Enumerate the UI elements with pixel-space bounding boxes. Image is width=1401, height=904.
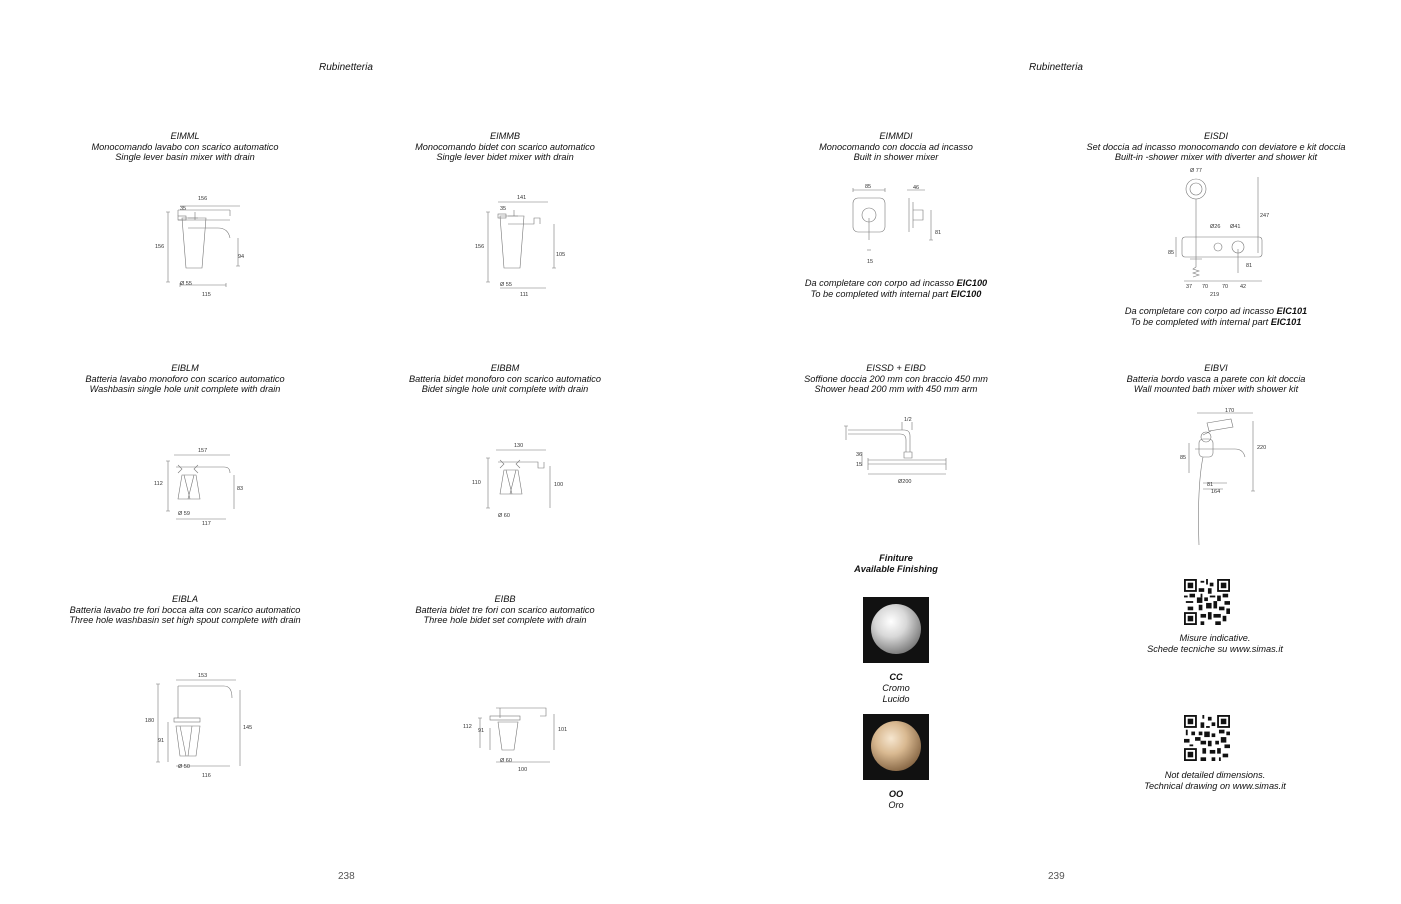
svg-text:Ø 60: Ø 60 xyxy=(500,758,512,764)
svg-text:100: 100 xyxy=(554,482,564,488)
product-code: EIBLM xyxy=(171,363,199,373)
svg-text:Ø 50: Ø 50 xyxy=(178,764,190,770)
svg-text:164: 164 xyxy=(1211,489,1221,495)
svg-text:156: 156 xyxy=(475,244,485,250)
svg-text:Ø 77: Ø 77 xyxy=(1190,168,1202,174)
svg-text:85: 85 xyxy=(1168,250,1175,256)
finish-disc-oo xyxy=(871,721,921,771)
left-page xyxy=(0,0,700,904)
svg-text:220: 220 xyxy=(1257,445,1267,451)
svg-text:247: 247 xyxy=(1260,213,1270,219)
svg-text:94: 94 xyxy=(238,254,245,260)
svg-text:157: 157 xyxy=(198,448,208,454)
product-desc-en: Built in shower mixer xyxy=(853,152,939,162)
product-desc-en: Single lever bidet mixer with drain xyxy=(436,152,574,162)
product-desc-it: Monocomando con doccia ad incasso xyxy=(819,141,973,152)
svg-text:15: 15 xyxy=(867,259,874,265)
left-page-number: 238 xyxy=(338,871,355,882)
product-code: EIBBM xyxy=(490,363,520,373)
svg-text:101: 101 xyxy=(558,727,568,733)
right-page-number: 239 xyxy=(1048,871,1065,882)
svg-text:170: 170 xyxy=(1225,408,1235,414)
svg-text:156: 156 xyxy=(198,196,208,202)
product-eiblm xyxy=(60,363,310,395)
product-desc-it: Soffione doccia 200 mm con braccio 450 mm xyxy=(804,373,988,384)
finish-label-cc: CC Cromo Lucido xyxy=(882,672,910,704)
drawing-eibla xyxy=(140,670,265,787)
drawing-eibvi xyxy=(1175,403,1285,553)
finish-swatch-oo xyxy=(863,714,929,780)
product-desc-it: Batteria bidet monoforo con scarico automatico xyxy=(408,373,602,384)
qr-code-icon[interactable] xyxy=(1184,715,1230,761)
product-code: EIMML xyxy=(170,131,200,141)
svg-text:42: 42 xyxy=(1240,284,1247,290)
drawing-eisdi xyxy=(1160,163,1275,303)
svg-text:116: 116 xyxy=(202,773,211,779)
svg-text:145: 145 xyxy=(243,725,253,731)
svg-text:37: 37 xyxy=(1186,284,1193,290)
svg-text:85: 85 xyxy=(865,184,872,190)
product-desc-en: Built-in -shower mixer with diverter and shower kit xyxy=(1114,152,1318,162)
svg-text:180: 180 xyxy=(145,718,155,724)
product-desc-en: Shower head 200 mm with 450 mm arm xyxy=(814,384,978,394)
svg-text:Ø200: Ø200 xyxy=(898,479,912,485)
svg-text:91: 91 xyxy=(478,728,485,734)
right-page xyxy=(700,0,1400,904)
svg-text:81: 81 xyxy=(935,230,942,236)
product-desc-en: Three hole bidet set complete with drain xyxy=(423,615,587,625)
product-desc-en: Single lever basin mixer with drain xyxy=(115,152,255,162)
svg-text:85: 85 xyxy=(1180,455,1187,461)
svg-text:219: 219 xyxy=(1210,292,1220,298)
finish-disc-cc xyxy=(871,604,921,654)
product-code: EIMMDI xyxy=(879,131,913,141)
drawing-eiblm xyxy=(150,445,260,535)
product-desc-it: Monocomando bidet con scarico automatico xyxy=(415,141,595,152)
svg-text:111: 111 xyxy=(520,292,529,298)
svg-text:70: 70 xyxy=(1202,284,1209,290)
svg-text:153: 153 xyxy=(198,673,208,679)
svg-text:81: 81 xyxy=(1246,263,1253,269)
svg-text:Ø 55: Ø 55 xyxy=(180,281,192,287)
product-desc-it: Batteria lavabo monoforo con scarico automatico xyxy=(85,373,285,384)
svg-text:112: 112 xyxy=(154,481,163,487)
product-desc-it: Batteria bidet tre fori con scarico automatico xyxy=(415,604,595,615)
product-desc-en: Wall mounted bath mixer with shower kit xyxy=(1133,384,1299,394)
svg-text:70: 70 xyxy=(1222,284,1229,290)
product-desc-en: Bidet single hole unit complete with drain xyxy=(421,384,589,394)
finishing-title: Finiture Available Finishing xyxy=(854,553,938,574)
svg-text:46: 46 xyxy=(913,185,920,191)
product-eimml xyxy=(60,131,310,163)
finish-swatch-cc xyxy=(863,597,929,663)
svg-text:110: 110 xyxy=(472,480,481,486)
svg-text:1/2: 1/2 xyxy=(904,417,912,423)
product-eibb xyxy=(380,594,630,626)
drawing-eimmdi xyxy=(835,180,955,275)
svg-text:115: 115 xyxy=(202,292,211,298)
product-desc-en: Three hole washbasin set high spout complete with drain xyxy=(69,615,301,625)
svg-text:117: 117 xyxy=(202,521,211,527)
drawing-eibb xyxy=(460,700,575,785)
drawing-eimml xyxy=(150,190,260,305)
svg-text:35: 35 xyxy=(500,206,507,212)
left-header: Rubinetteria xyxy=(319,62,373,73)
product-eissd-eibd xyxy=(770,363,1022,395)
svg-text:Ø 60: Ø 60 xyxy=(498,513,510,519)
svg-text:Ø 55: Ø 55 xyxy=(500,282,512,288)
svg-text:81: 81 xyxy=(1207,482,1214,488)
svg-text:156: 156 xyxy=(155,244,165,250)
product-code: EISDI xyxy=(1204,131,1228,141)
product-desc-en: Washbasin single hole unit complete with drain xyxy=(89,384,281,394)
right-header: Rubinetteria xyxy=(1029,62,1083,73)
product-desc-it: Batteria bordo vasca a parete con kit doccia xyxy=(1126,373,1306,384)
drawing-eissd xyxy=(840,412,950,497)
product-eisdi xyxy=(1072,131,1360,163)
product-eibvi xyxy=(1072,363,1360,395)
svg-text:15: 15 xyxy=(856,462,863,468)
finish-label-oo: OO Oro xyxy=(888,789,904,810)
svg-text:141: 141 xyxy=(517,195,527,201)
product-code: EIBB xyxy=(494,594,516,604)
svg-text:Ø41: Ø41 xyxy=(1230,224,1241,230)
product-code: EIBVI xyxy=(1204,363,1228,373)
product-eimmdi xyxy=(770,131,1022,163)
product-desc-it: Batteria lavabo tre fori bocca alta con scarico automatico xyxy=(69,604,301,615)
svg-text:130: 130 xyxy=(514,443,524,449)
drawing-eimmb xyxy=(472,190,582,305)
svg-text:112: 112 xyxy=(463,724,472,730)
svg-text:100: 100 xyxy=(518,767,528,773)
product-eibla xyxy=(40,594,330,626)
product-desc-it: Set doccia ad incasso monocomando con deviatore e kit doccia xyxy=(1086,141,1346,152)
note-eisdi: Da completare con corpo ad incasso EIC101 To be completed with internal part EIC101 xyxy=(1124,306,1308,327)
drawing-eibbm xyxy=(470,440,580,530)
note-eimmdi: Da completare con corpo ad incasso EIC100 To be completed with internal part EIC100 xyxy=(804,278,988,299)
svg-text:Ø26: Ø26 xyxy=(1210,224,1221,230)
qr-note-it: Misure indicative. Schede tecniche su www.simas.it xyxy=(1147,633,1283,654)
svg-text:91: 91 xyxy=(158,738,165,744)
qr-note-en: Not detailed dimensions. Technical drawing on www.simas.it xyxy=(1144,770,1286,791)
product-code: EISSD + EIBD xyxy=(866,363,926,373)
svg-text:36: 36 xyxy=(856,452,863,458)
svg-text:105: 105 xyxy=(556,252,566,258)
svg-text:Ø 59: Ø 59 xyxy=(178,511,190,517)
svg-text:35: 35 xyxy=(180,206,187,212)
product-code: EIBLA xyxy=(171,594,199,604)
svg-text:83: 83 xyxy=(237,486,244,492)
qr-code-icon[interactable] xyxy=(1184,579,1230,625)
product-eibbm xyxy=(380,363,630,395)
product-code: EIMMB xyxy=(489,131,521,141)
product-desc-it: Monocomando lavabo con scarico automatico xyxy=(91,141,279,152)
product-eimmb xyxy=(380,131,630,163)
